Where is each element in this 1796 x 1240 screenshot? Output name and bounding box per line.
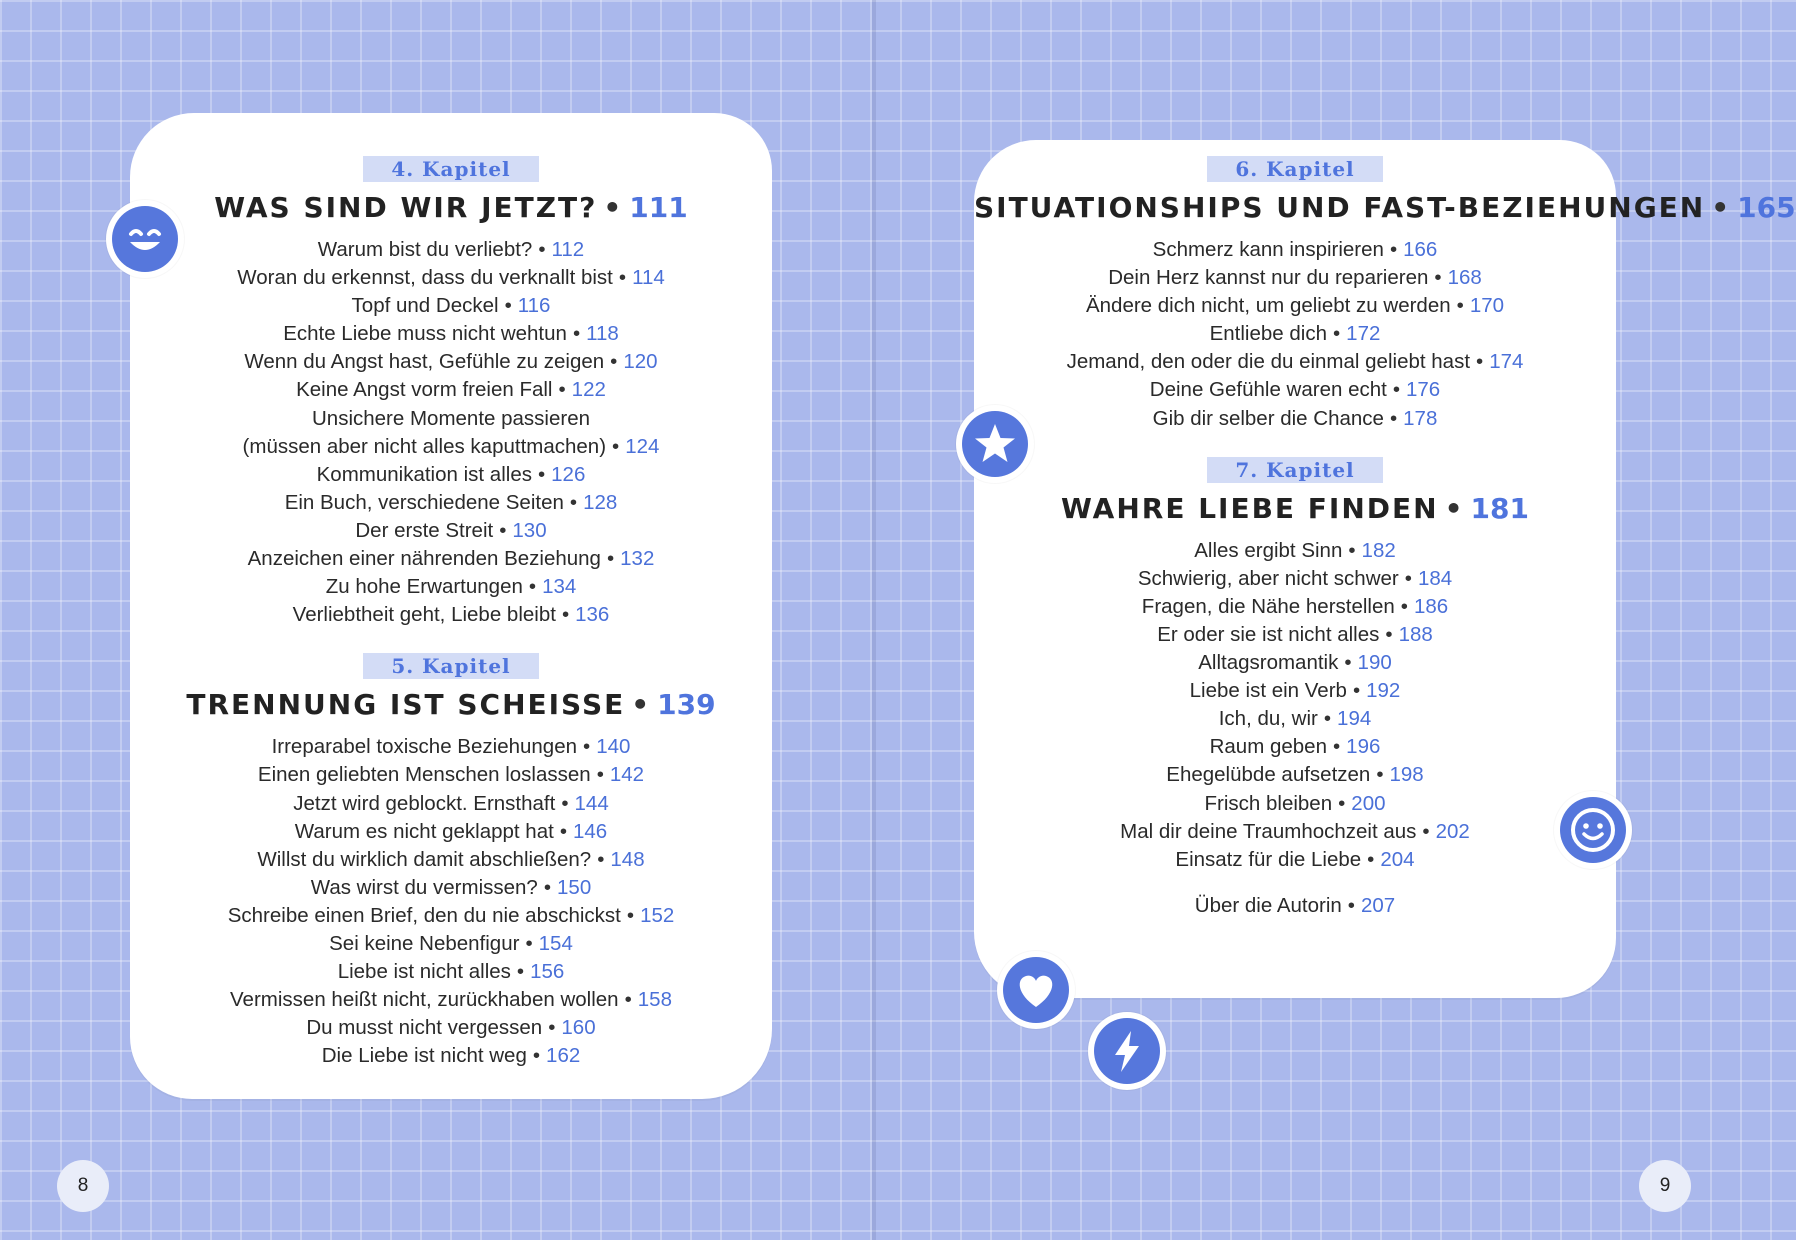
- entry-page: 112: [551, 238, 585, 261]
- entry-page: 182: [1361, 538, 1396, 562]
- left-toc: [130, 156, 772, 1070]
- entry-page: 132: [620, 547, 655, 571]
- entry-text: Schmerz kann inspirieren: [1152, 238, 1384, 261]
- entry-text: Vermissen heißt nicht, zurückhaben wollen: [230, 988, 619, 1012]
- entry-page: 176: [1406, 378, 1441, 402]
- entry-page: 178: [1403, 406, 1438, 430]
- toc-entry[interactable]: Schwierig, aber nicht schwer • 184: [1137, 566, 1453, 590]
- heart-icon: [997, 951, 1075, 1029]
- entry-page: 148: [610, 847, 645, 871]
- page-number-right: 9: [1639, 1160, 1691, 1212]
- chapter-page: 139: [657, 688, 716, 722]
- toc-entry[interactable]: Liebe ist ein Verb • 192: [1189, 679, 1401, 703]
- toc-entry[interactable]: Ich, du, wir • 194: [1218, 707, 1372, 731]
- entry-text: Jemand, den oder die du einmal geliebt hast: [1066, 350, 1471, 374]
- toc-entry[interactable]: Er oder sie ist nicht alles • 188: [1157, 622, 1433, 646]
- entry-text: Raum geben: [1209, 735, 1327, 759]
- toc-entry[interactable]: Jemand, den oder die du einmal geliebt hast • 174: [1066, 350, 1524, 374]
- entry-text: Fragen, die Nähe herstellen: [1141, 594, 1395, 618]
- entry-text: Schwierig, aber nicht schwer: [1137, 566, 1399, 590]
- toc-entry[interactable]: Wenn du Angst hast, Gefühle zu zeigen • 120: [244, 350, 658, 374]
- entry-page: 188: [1398, 622, 1433, 646]
- entry-page: 126: [551, 462, 586, 486]
- right-toc: [974, 156, 1796, 920]
- toc-entry-about[interactable]: Über die Autorin • 207: [1194, 893, 1396, 917]
- toc-entry[interactable]: Schreibe einen Brief, den du nie abschickst • 152: [227, 903, 675, 927]
- entry-text: Mal dir deine Traumhochzeit aus: [1120, 819, 1417, 843]
- chapter-label: 7. Kapitel: [1207, 457, 1382, 483]
- entry-text: Deine Gefühle waren echt: [1149, 378, 1387, 402]
- toc-entry[interactable]: [130, 405, 772, 433]
- entry-text: Keine Angst vorm freien Fall: [296, 378, 553, 402]
- entry-text: Ich, du, wir: [1218, 707, 1318, 731]
- entry-page: 146: [573, 819, 608, 843]
- toc-entry[interactable]: Sei keine Nebenfigur • 154: [329, 931, 573, 955]
- entry-text: Einsatz für die Liebe: [1175, 847, 1362, 871]
- entry-text: Ehegelübde aufsetzen: [1166, 763, 1371, 787]
- toc-entry[interactable]: Anzeichen einer nährenden Beziehung • 132: [247, 547, 655, 571]
- entry-page: 142: [609, 763, 645, 787]
- chapter-block: [130, 653, 772, 1070]
- entry-page: 196: [1346, 735, 1381, 759]
- entry-page: 154: [538, 931, 573, 955]
- entry-text: Alles ergibt Sinn: [1194, 538, 1343, 562]
- entry-text: Sei keine Nebenfigur: [329, 931, 520, 955]
- entry-page: 114: [632, 266, 665, 290]
- toc-entry[interactable]: Woran du erkennst, dass du verknallt bist • 114: [237, 266, 665, 290]
- entry-text: Ein Buch, verschiedene Seiten: [284, 490, 564, 514]
- entry-text: Warum bist du verliebt?: [317, 238, 533, 261]
- entry-text: Verliebtheit geht, Liebe bleibt: [292, 603, 556, 627]
- chapter-title[interactable]: TRENNUNG IST SCHEISSE • 139: [186, 688, 716, 722]
- entry-page: 207: [1360, 893, 1396, 917]
- toc-entry[interactable]: Schmerz kann inspirieren • 166: [1152, 238, 1438, 261]
- toc-entry[interactable]: Ändere dich nicht, um geliebt zu werden • 170: [1085, 294, 1505, 318]
- chapter-label: 5. Kapitel: [363, 653, 538, 679]
- toc-entry[interactable]: Verliebtheit geht, Liebe bleibt • 136: [292, 603, 610, 627]
- entry-page: 156: [530, 960, 565, 984]
- entry-text: Gib dir selber die Chance: [1152, 406, 1384, 430]
- entry-text: Warum es nicht geklappt hat: [294, 819, 554, 843]
- toc-entry[interactable]: Echte Liebe muss nicht wehtun • 118: [283, 322, 619, 346]
- entry-page: 204: [1380, 847, 1415, 871]
- chapter-title-text: WAHRE LIEBE FINDEN: [1061, 491, 1439, 525]
- lightning-icon: [1088, 1012, 1166, 1090]
- toc-entry[interactable]: Gib dir selber die Chance • 178: [1152, 406, 1438, 430]
- entry-page: 160: [561, 1016, 596, 1040]
- entry-page: 170: [1469, 294, 1505, 318]
- toc-entry[interactable]: Mal dir deine Traumhochzeit aus • 202: [1120, 819, 1470, 843]
- toc-entry[interactable]: Der erste Streit • 130: [355, 518, 547, 542]
- entry-page: 152: [640, 903, 675, 927]
- chapter-title[interactable]: WAS SIND WIR JETZT? • 111: [214, 191, 688, 224]
- toc-entry[interactable]: Warum bist du verliebt? • 112: [317, 238, 585, 261]
- toc-entry[interactable]: Liebe ist nicht alles • 156: [337, 960, 565, 984]
- entry-text: Anzeichen einer nährenden Beziehung: [247, 547, 601, 571]
- chapter-page: 111: [629, 191, 688, 224]
- toc-entry[interactable]: Raum geben • 196: [1209, 735, 1381, 759]
- entry-page: 168: [1447, 266, 1482, 290]
- entry-page: 118: [586, 322, 619, 346]
- entry-page: 162: [546, 1044, 581, 1068]
- chapter-page: 181: [1470, 491, 1529, 525]
- entry-page: 144: [574, 791, 609, 815]
- entry-page: 166: [1403, 238, 1438, 261]
- toc-entry[interactable]: Deine Gefühle waren echt • 176: [1149, 378, 1441, 402]
- entry-page: 198: [1389, 763, 1424, 787]
- entry-page: 184: [1417, 566, 1453, 590]
- entry-text: Woran du erkennst, dass du verknallt bist: [237, 266, 613, 290]
- toc-entry[interactable]: Einen geliebten Menschen loslassen • 142: [257, 763, 645, 787]
- entry-page: 122: [571, 378, 606, 402]
- entry-text: (müssen aber nicht alles kaputtmachen): [242, 434, 607, 458]
- entry-page: 158: [637, 988, 672, 1012]
- entry-text: Echte Liebe muss nicht wehtun: [283, 322, 567, 346]
- entry-page: 172: [1346, 322, 1381, 346]
- toc-entry[interactable]: Zu hohe Erwartungen • 134: [325, 575, 577, 599]
- entry-page: 130: [512, 518, 547, 542]
- toc-entry[interactable]: Dein Herz kannst nur du reparieren • 168: [1108, 266, 1482, 290]
- entry-text: Jetzt wird geblockt. Ernsthaft: [293, 791, 556, 815]
- entry-text: Frisch bleiben: [1204, 791, 1333, 815]
- entry-page: 128: [583, 490, 618, 514]
- entry-page: 140: [596, 735, 631, 759]
- chapter-title-text: TRENNUNG IST SCHEISSE: [186, 688, 626, 722]
- toc-entry[interactable]: Ein Buch, verschiedene Seiten • 128: [284, 490, 618, 514]
- entry-text: Liebe ist nicht alles: [337, 960, 511, 984]
- entry-page: 194: [1337, 707, 1372, 731]
- chapter-block: [974, 457, 1616, 874]
- entry-page: 136: [575, 603, 610, 627]
- toc-entry[interactable]: Willst du wirklich damit abschließen? • 148: [257, 847, 645, 871]
- toc-entry[interactable]: Keine Angst vorm freien Fall • 122: [296, 378, 606, 402]
- entry-page: 116: [517, 294, 551, 318]
- chapter-label: 4. Kapitel: [363, 156, 538, 182]
- entry-text: Irreparabel toxische Beziehungen: [271, 735, 577, 759]
- entry-text: Du musst nicht vergessen: [306, 1016, 543, 1040]
- entry-text: Die Liebe ist nicht weg: [321, 1044, 527, 1068]
- entry-text: Schreibe einen Brief, den du nie abschickst: [227, 903, 621, 927]
- entry-text: Liebe ist ein Verb: [1189, 679, 1347, 703]
- chapter-entries: [974, 537, 1616, 874]
- chapter-entries: [130, 236, 772, 629]
- entry-text: Topf und Deckel: [351, 294, 499, 318]
- chapter-entries: [130, 733, 772, 1070]
- entry-page: 150: [557, 875, 592, 899]
- entry-page: 200: [1351, 791, 1386, 815]
- chapter-block: [130, 156, 772, 629]
- toc-entry[interactable]: Frisch bleiben • 200: [1204, 791, 1386, 815]
- toc-entry[interactable]: Die Liebe ist nicht weg • 162: [321, 1044, 581, 1068]
- toc-entry[interactable]: Warum es nicht geklappt hat • 146: [294, 819, 608, 843]
- toc-entry[interactable]: Ehegelübde aufsetzen • 198: [1166, 763, 1424, 787]
- chapter-label: 6. Kapitel: [1207, 156, 1382, 182]
- entry-text: Kommunikation ist alles: [316, 462, 532, 486]
- toc-entry[interactable]: Du musst nicht vergessen • 160: [306, 1016, 596, 1040]
- toc-entry[interactable]: Alles ergibt Sinn • 182: [1194, 538, 1396, 562]
- entry-page: 192: [1366, 679, 1401, 703]
- entry-text: Wenn du Angst hast, Gefühle zu zeigen: [244, 350, 605, 374]
- toc-entry[interactable]: Alltagsromantik • 190: [1198, 651, 1392, 675]
- entry-text: Willst du wirklich damit abschließen?: [257, 847, 592, 871]
- entry-page: 186: [1413, 594, 1449, 618]
- chapter-title[interactable]: SITUATIONSHIPS UND FAST-BEZIEHUNGEN • 165: [974, 191, 1796, 224]
- toc-entry[interactable]: Vermissen heißt nicht, zurückhaben wollen • 158: [230, 988, 672, 1012]
- chapter-entries: [974, 236, 1616, 433]
- toc-entry[interactable]: Entliebe dich • 172: [1209, 322, 1381, 346]
- toc-entry[interactable]: Was wirst du vermissen? • 150: [310, 875, 592, 899]
- entry-text: Der erste Streit: [355, 518, 494, 542]
- chapter-page: 165: [1737, 191, 1796, 224]
- entry-text: Zu hohe Erwartungen: [325, 575, 523, 599]
- toc-entry[interactable]: Einsatz für die Liebe • 204: [1175, 847, 1415, 871]
- entry-page: 190: [1357, 651, 1392, 675]
- toc-entry[interactable]: Topf und Deckel • 116: [351, 294, 551, 318]
- entry-page: 124: [625, 434, 660, 458]
- chapter-title-text: WAS SIND WIR JETZT?: [214, 191, 598, 224]
- entry-text: Alltagsromantik: [1198, 651, 1339, 675]
- star-icon: [956, 405, 1034, 483]
- entry-text: Er oder sie ist nicht alles: [1157, 622, 1380, 646]
- smiley-icon: [1554, 791, 1632, 869]
- smiling-face-icon: [106, 200, 184, 278]
- entry-text: Einen geliebten Menschen loslassen: [257, 763, 591, 787]
- entry-text: Ändere dich nicht, um geliebt zu werden: [1085, 294, 1451, 318]
- entry-page: 174: [1489, 350, 1524, 374]
- toc-entry[interactable]: Fragen, die Nähe herstellen • 186: [1141, 594, 1449, 618]
- entry-text: Unsichere Momente passieren: [311, 406, 591, 430]
- chapter-title-text: SITUATIONSHIPS UND FAST-BEZIEHUNGEN: [974, 191, 1706, 224]
- toc-entry[interactable]: Kommunikation ist alles • 126: [316, 462, 586, 486]
- entry-text: Was wirst du vermissen?: [310, 875, 538, 899]
- chapter-block: [974, 156, 1796, 433]
- entry-text: Entliebe dich: [1209, 322, 1327, 346]
- toc-entry[interactable]: Jetzt wird geblockt. Ernsthaft • 144: [293, 791, 609, 815]
- entry-page: 120: [623, 350, 658, 374]
- entry-text: Über die Autorin: [1194, 893, 1342, 917]
- entry-text: Dein Herz kannst nur du reparieren: [1108, 266, 1429, 290]
- page-number-left: 8: [57, 1160, 109, 1212]
- entry-page: 202: [1435, 819, 1470, 843]
- book-spine: [872, 0, 876, 1240]
- entry-page: 134: [542, 575, 577, 599]
- chapter-title[interactable]: WAHRE LIEBE FINDEN • 181: [1061, 491, 1529, 525]
- toc-entry[interactable]: (müssen aber nicht alles kaputtmachen) • 124: [242, 434, 660, 458]
- toc-entry[interactable]: Irreparabel toxische Beziehungen • 140: [271, 735, 631, 759]
